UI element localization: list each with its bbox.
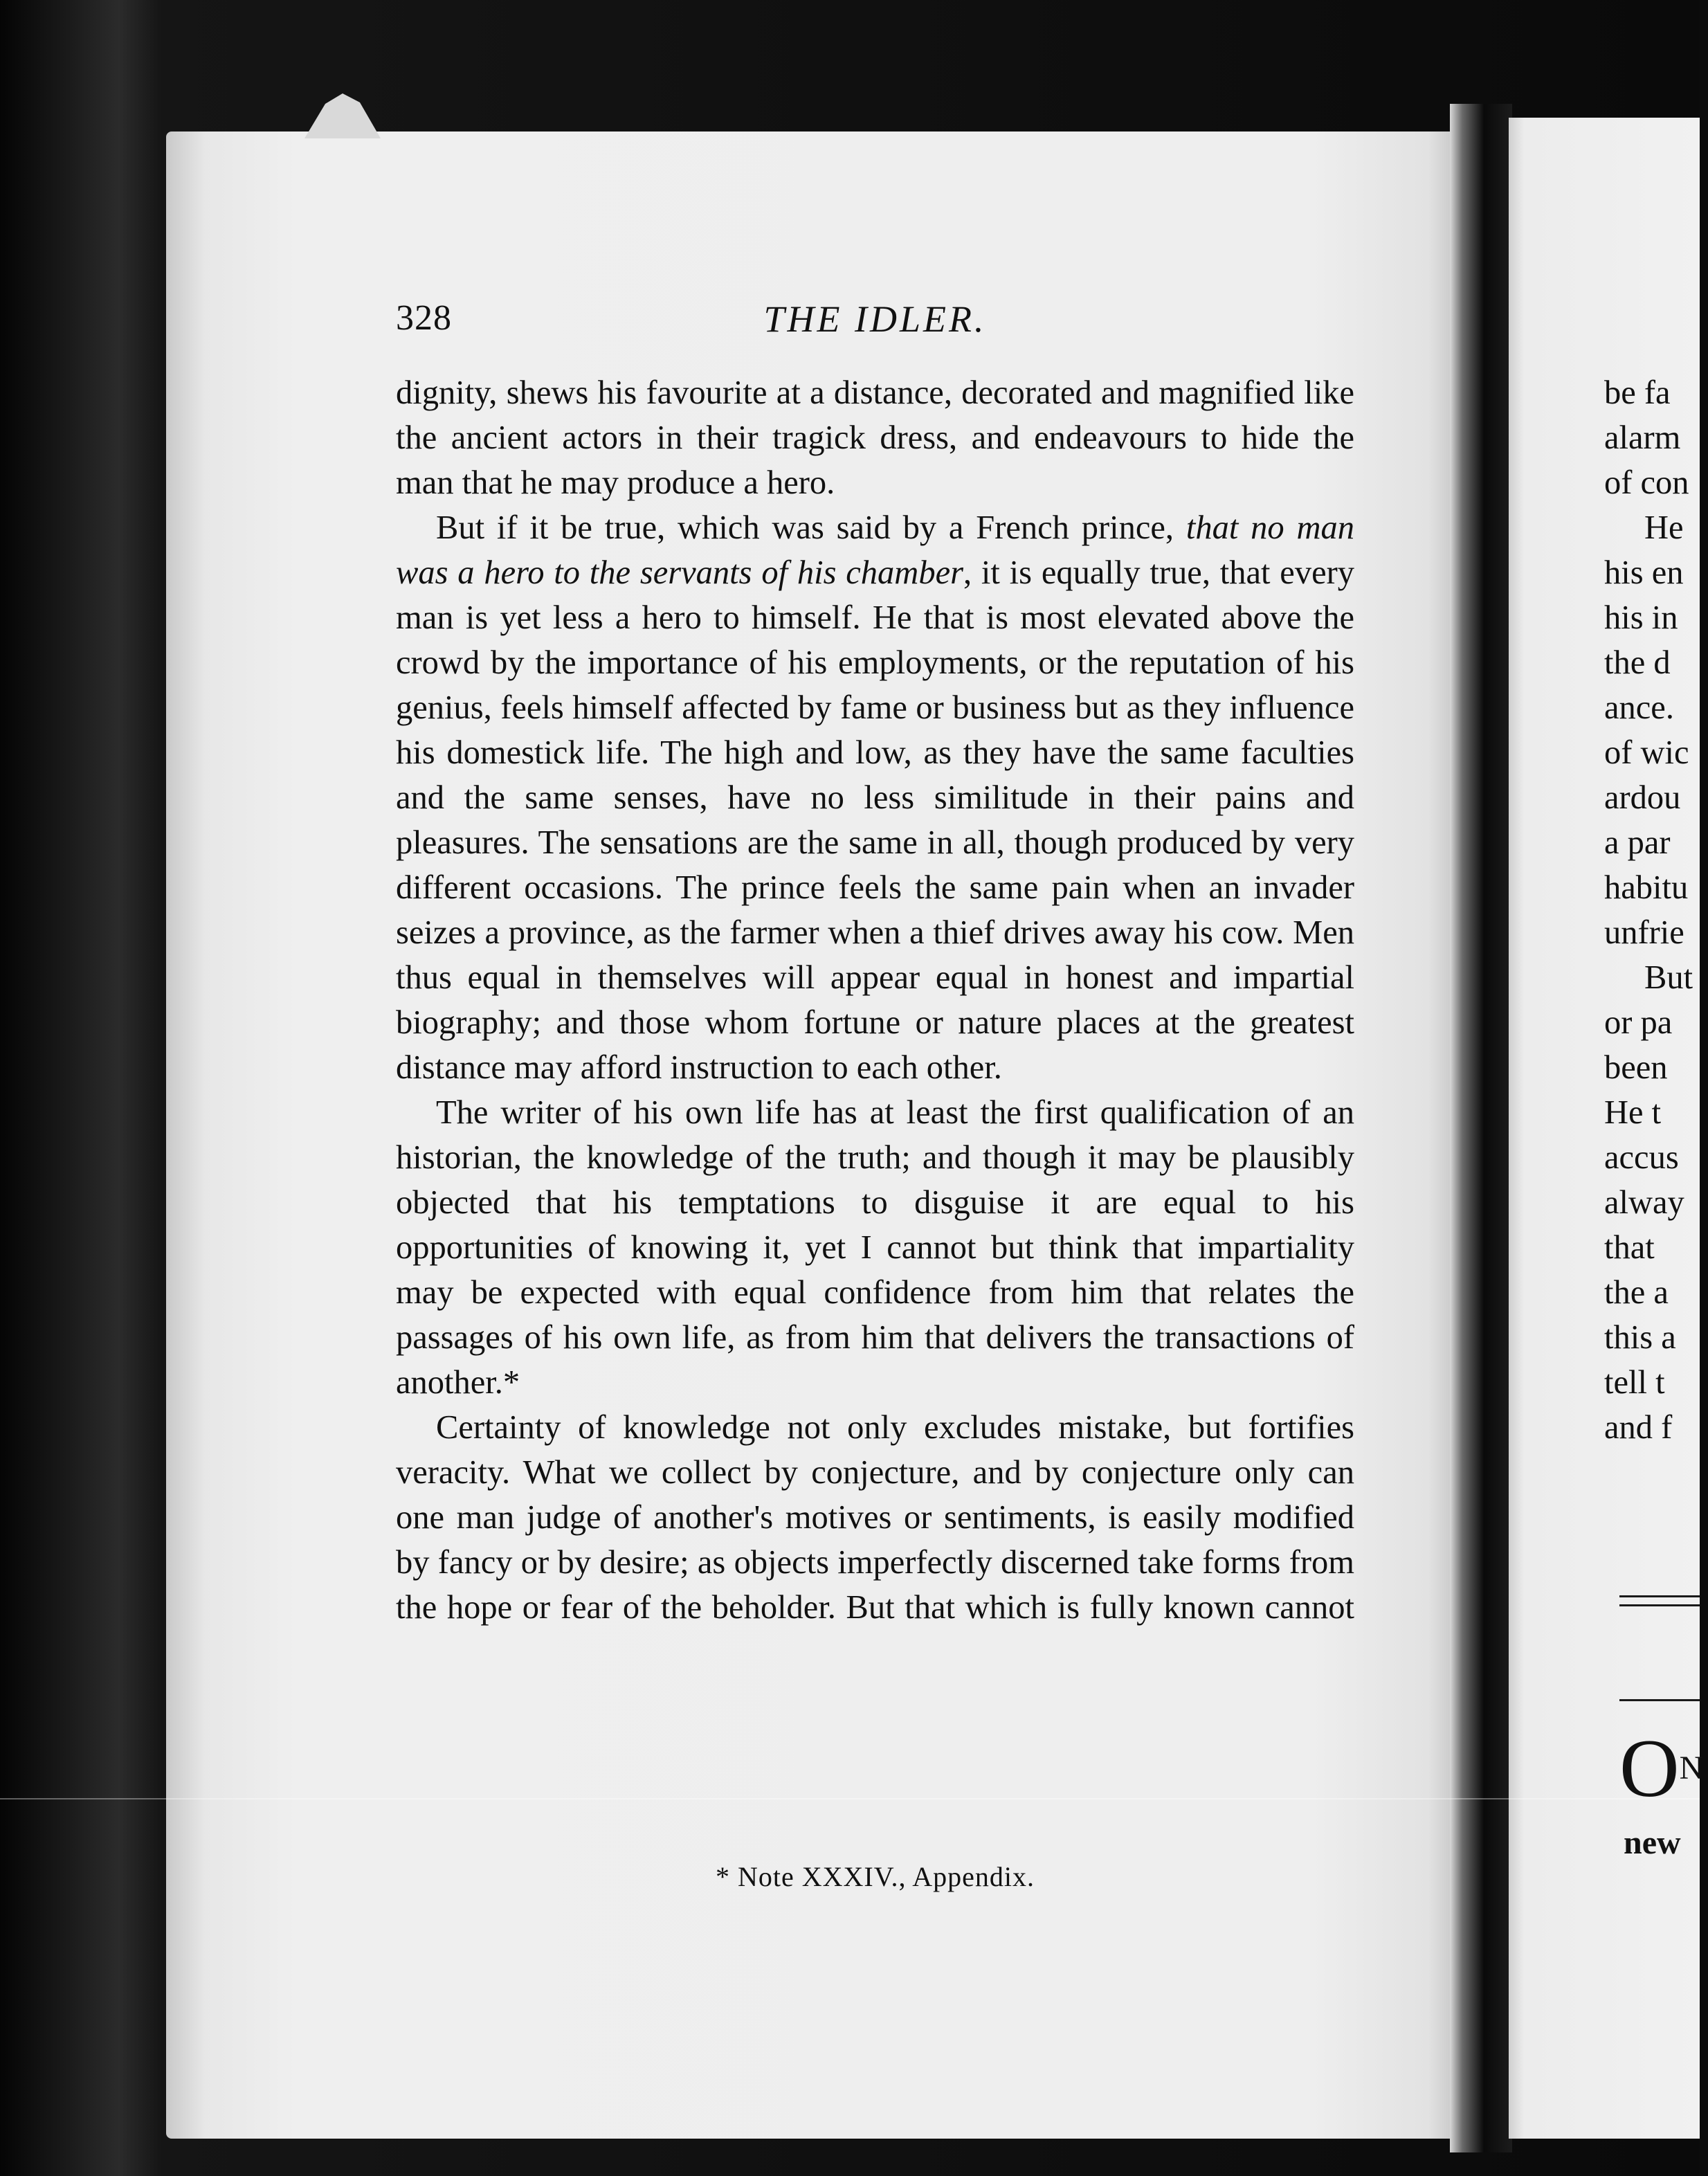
facing-page-line: unfrie xyxy=(1604,914,1684,951)
footnote: * Note XXXIV., Appendix. xyxy=(715,1861,1035,1892)
facing-page-line: of wic xyxy=(1604,734,1689,771)
double-rule-bottom xyxy=(1619,1604,1700,1606)
facing-page-line: accus xyxy=(1604,1139,1679,1176)
facing-page-line: But xyxy=(1644,959,1693,996)
paragraph: Certainty of knowledge not only excludes mistake, but fortifies veracity. What we collect by conjecture, and by conjecture only can one man judge of another's motives or sentiments, is easily modified by fancy or by desire; as objects imperfectly discerned take forms from the hope or fear of the beholder. But that which is fully known cannot xyxy=(396,1409,1354,1626)
paragraph: dignity, shews his favourite at a distance, decorated and magnified like the ancient actors in their tragick dress, and endeavours to hide the man that he may produce a hero. xyxy=(396,374,1354,501)
section-rule xyxy=(1619,1699,1700,1701)
facing-page-line: a par xyxy=(1604,824,1671,861)
facing-page-line: alway xyxy=(1604,1184,1684,1221)
facing-page-line: habitu xyxy=(1604,869,1689,906)
paragraph: The writer of his own life has at least the first qualification of an historian, the knowledge of the truth; and though it may be plausibly objected that his temptations to disguise it are equal to his opportunities of knowing it, yet I cannot but think that impartiality may be expected with equal confidence from him that relates the passages of his own life, as from him that delivers the transactions of another.* xyxy=(396,1094,1354,1401)
facing-page-line: alarm xyxy=(1604,419,1681,456)
facing-page-line: ance. xyxy=(1604,689,1674,726)
facing-page-line: been xyxy=(1604,1049,1668,1086)
facing-page-word: new xyxy=(1624,1824,1681,1861)
facing-page-line: ardou xyxy=(1604,779,1681,816)
quoted-maxim: that no man was a hero to the servants of his chamber xyxy=(396,509,1354,591)
facing-page-line: He xyxy=(1644,509,1684,546)
facing-page-line: his in xyxy=(1604,599,1678,636)
body-text xyxy=(396,370,1354,1630)
facing-page-line: this a xyxy=(1604,1319,1676,1356)
double-rule-top xyxy=(1619,1595,1700,1597)
facing-page-line: his en xyxy=(1604,554,1684,591)
book-gutter xyxy=(1450,104,1512,2152)
facing-page-line: or pa xyxy=(1604,1004,1673,1041)
facing-page-text xyxy=(1604,370,1708,1450)
page-header xyxy=(396,298,1354,353)
running-title: THE IDLER. xyxy=(763,298,987,340)
drop-cap-letter: O xyxy=(1619,1722,1680,1814)
paragraph xyxy=(396,505,1354,1090)
facing-page-line: He t xyxy=(1604,1094,1662,1131)
page-number: 328 xyxy=(396,298,452,338)
drop-cap-suffix: N xyxy=(1679,1750,1704,1786)
facing-page-line: that xyxy=(1604,1229,1655,1266)
torn-corner xyxy=(305,90,381,138)
facing-page-line: tell t xyxy=(1604,1364,1665,1401)
paragraph-text: , it is equally true, that every man is yet less a hero to himself. He that is most elevated above the crowd by the importance of his employments, or the reputation of his genius, feels himself affected by fame or business but as they influence his domestick life. The high and low, as they have the same faculties and the same senses, have no less similitude in their pains and pleasures. The sensations are the same in all, though produced by very different occasions. The prince feels the same pain when an invader seizes a province, as the farmer when a thief drives away his cow. Men thus equal in themselves will appear equal in honest and impartial biography; and those whom fortune or nature places at the greatest distance may afford instruction to each other. xyxy=(396,554,1354,1086)
facing-page-line: be fa xyxy=(1604,374,1671,411)
facing-page-line: the a xyxy=(1604,1274,1669,1311)
facing-page-line: the d xyxy=(1604,644,1671,681)
facing-page-line: of con xyxy=(1604,464,1689,501)
scan-artifact-line xyxy=(0,1798,1700,1799)
facing-page-line: and f xyxy=(1604,1409,1673,1446)
drop-cap xyxy=(1619,1722,1704,1814)
paragraph-text: But if it be true, which was said by a French prince, xyxy=(436,509,1186,546)
